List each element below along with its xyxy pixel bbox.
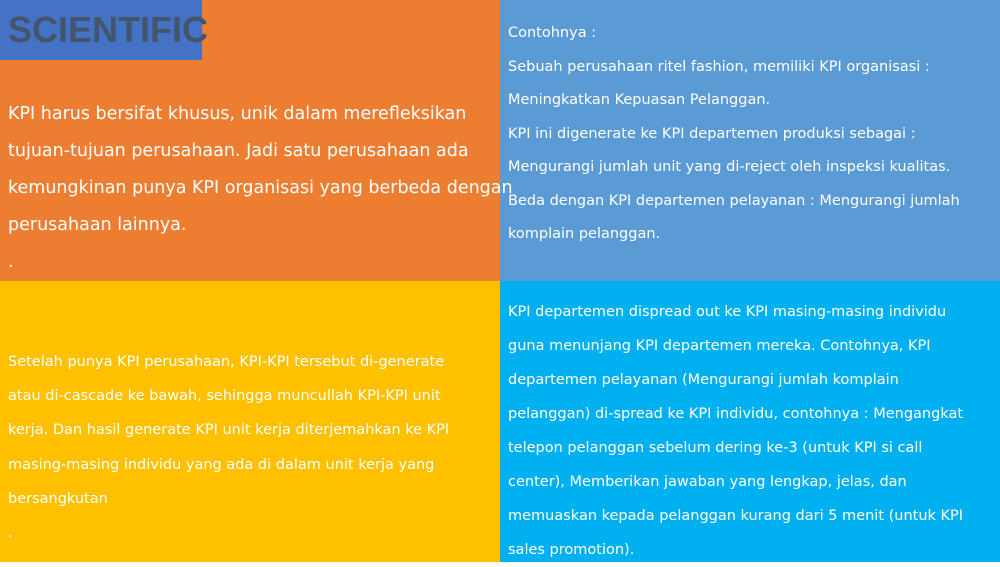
text-line: KPI harus bersifat khusus, unik dalam merefleksikan [8,104,467,124]
text-line: center), Memberikan jawaban yang lengkap, jelas, dan [508,474,907,490]
text-line: masing-masing individu yang ada di dalam unit kerja yang [8,456,435,473]
text-line: bersangkutan [8,490,108,507]
text-line: Sebuah perusahaan ritel fashion, memiliki KPI organisasi : [508,58,930,75]
text-line: kerja. Dan hasil generate KPI unit kerja diterjemahkan ke KPI [8,422,450,439]
text-line: perusahaan lainnya. [8,215,187,235]
text-line: . [8,525,13,542]
bottom-right-paragraph [508,295,963,567]
text-line: komplain pelanggan. [508,226,661,242]
text-line: tujuan-tujuan perusahaan. Jadi satu perusahaan ada [8,141,469,161]
text-line: departemen pelayanan (Mengurangi jumlah komplain [508,372,899,388]
text-line: Contohnya : [508,25,597,41]
text-line: Setelah punya KPI perusahaan, KPI-KPI tersebut di-generate [8,354,445,370]
text-line: pelanggan) di-spread ke KPI individu, contohnya : Mengangkat [508,406,964,422]
text-line: sales promotion). [508,542,635,558]
title-box [0,0,209,60]
text-line: Meningkatkan Kepuasan Pelanggan. [508,92,771,108]
text-line: KPI departemen dispread out ke KPI masing-masing individu [508,304,947,320]
text-line: guna menunjang KPI departemen mereka. Contohnya, KPI [508,338,931,354]
text-line: kemungkinan punya KPI organisasi yang berbeda dengan [8,178,513,198]
bottom-left-paragraph [8,345,449,550]
text-line: telepon pelanggan sebelum dering ke-3 (untuk KPI si call [508,440,923,456]
top-left-paragraph [8,96,513,281]
text-line: atau di-cascade ke bawah, sehingga muncullah KPI-KPI unit [8,388,441,405]
text-line: Beda dengan KPI departemen pelayanan : Mengurangi jumlah [508,192,960,209]
top-right-paragraph [508,17,960,252]
text-line: Mengurangi jumlah unit yang di-reject oleh inspeksi kualitas. [508,159,951,175]
text-line: KPI ini digenerate ke KPI departemen produksi sebagai : [508,125,916,142]
text-line: . [8,252,14,272]
text-line: memuaskan kepada pelanggan kurang dari 5 menit (untuk KPI [508,508,964,524]
page-title: SCIENTIFIC [8,9,209,50]
